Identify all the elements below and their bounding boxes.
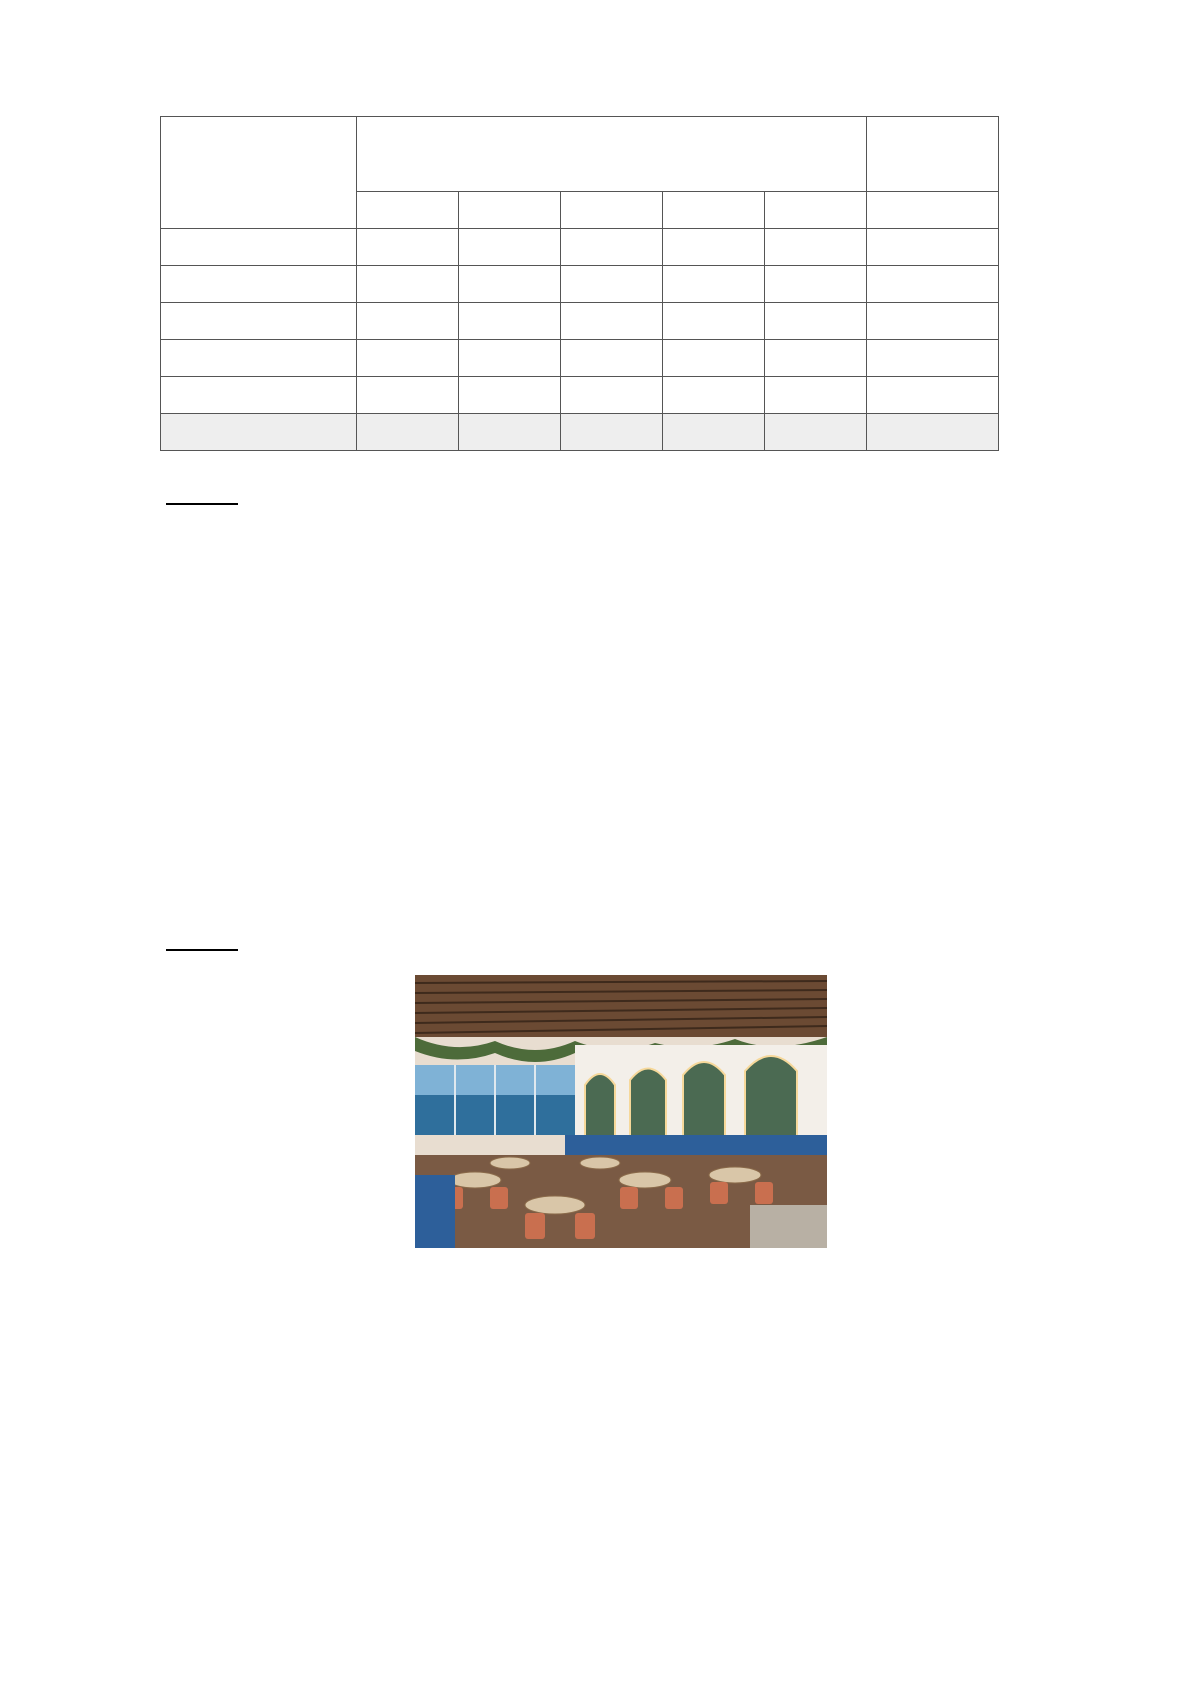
total-name — [161, 414, 357, 451]
row-value — [459, 229, 561, 266]
row-value — [459, 266, 561, 303]
row-value — [663, 377, 765, 414]
total-share — [867, 414, 999, 451]
chart — [240, 545, 1040, 785]
row-value — [357, 266, 459, 303]
tourism-table — [160, 116, 999, 451]
row-value — [561, 266, 663, 303]
total-value — [765, 414, 867, 451]
header-group — [357, 117, 867, 192]
header-share-year — [867, 192, 999, 229]
row-share — [867, 229, 999, 266]
row-value — [663, 229, 765, 266]
row-value — [357, 340, 459, 377]
row-value — [357, 303, 459, 340]
header-year — [459, 192, 561, 229]
row-value — [561, 303, 663, 340]
row-name — [161, 229, 357, 266]
total-value — [357, 414, 459, 451]
row-value — [459, 303, 561, 340]
table-row — [161, 340, 999, 377]
table-row — [161, 377, 999, 414]
row-value — [663, 340, 765, 377]
table-row — [161, 229, 999, 266]
row-value — [357, 229, 459, 266]
row-value — [561, 229, 663, 266]
header-year — [561, 192, 663, 229]
header-region — [161, 117, 357, 229]
row-share — [867, 377, 999, 414]
header-year — [663, 192, 765, 229]
row-value — [561, 377, 663, 414]
total-value — [561, 414, 663, 451]
table-row — [161, 303, 999, 340]
row-share — [867, 266, 999, 303]
header-year — [765, 192, 867, 229]
header-share — [867, 117, 999, 192]
header-year — [357, 192, 459, 229]
row-value — [357, 377, 459, 414]
section-rule — [166, 503, 238, 505]
total-value — [663, 414, 765, 451]
row-value — [765, 229, 867, 266]
row-share — [867, 303, 999, 340]
row-name — [161, 303, 357, 340]
table-total-row — [161, 414, 999, 451]
restaurant-interior-image — [415, 975, 827, 1248]
row-value — [663, 266, 765, 303]
row-value — [765, 266, 867, 303]
row-value — [765, 377, 867, 414]
row-value — [765, 340, 867, 377]
table-row — [161, 266, 999, 303]
row-value — [561, 340, 663, 377]
section-rule — [166, 949, 238, 951]
row-value — [663, 303, 765, 340]
row-share — [867, 340, 999, 377]
row-value — [765, 303, 867, 340]
row-name — [161, 266, 357, 303]
row-value — [459, 377, 561, 414]
total-value — [459, 414, 561, 451]
row-name — [161, 377, 357, 414]
row-name — [161, 340, 357, 377]
row-value — [459, 340, 561, 377]
